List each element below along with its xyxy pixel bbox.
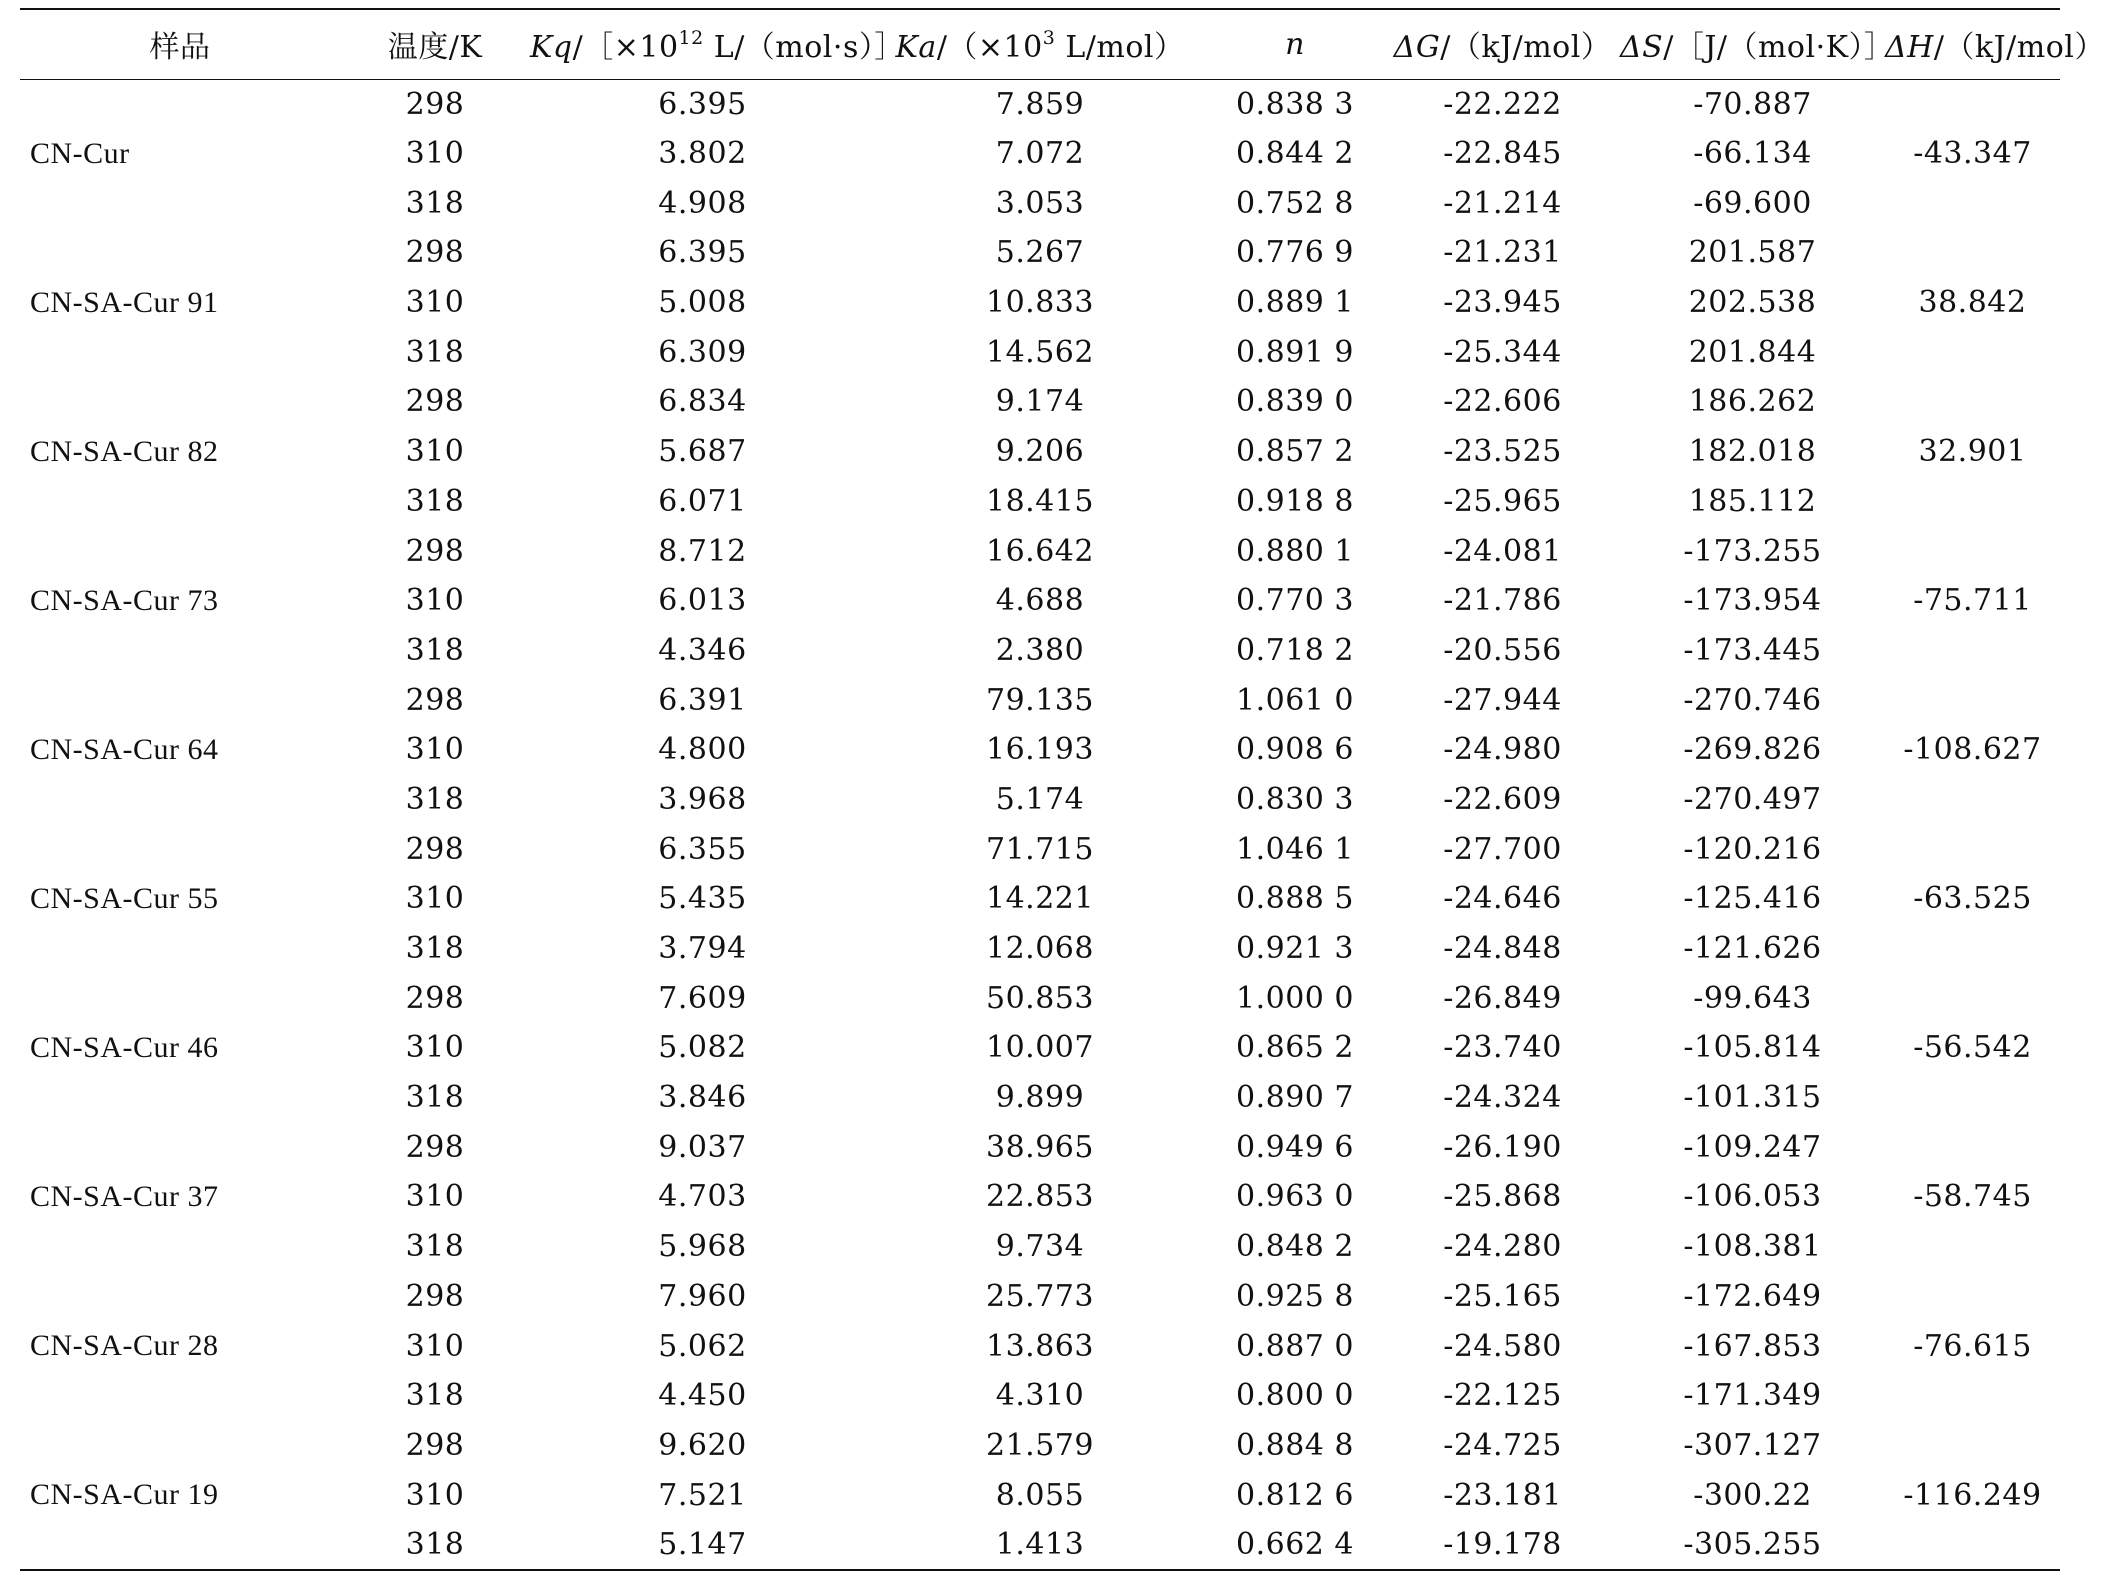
delta-h-cell <box>1885 924 2060 974</box>
n-cell: 0.888 5 <box>1235 881 1354 917</box>
delta-s-cell: -270.497 <box>1683 781 1822 817</box>
temperature-cell: 310 <box>405 1477 465 1513</box>
delta-h-cell: 38.842 <box>1918 285 2027 321</box>
header-row <box>20 9 2060 79</box>
table-row <box>20 874 2060 924</box>
delta-g-cell: -22.606 <box>1443 384 1562 420</box>
delta-s-cell: -173.954 <box>1683 583 1822 619</box>
delta-s-cell: -167.853 <box>1683 1328 1822 1364</box>
delta-g-cell: -23.525 <box>1443 434 1562 470</box>
sample-cell: CN-SA-Cur 46 <box>30 1030 219 1064</box>
header-n <box>1205 9 1385 79</box>
ka-cell: 9.734 <box>995 1229 1085 1265</box>
kq-cell: 4.450 <box>658 1378 747 1414</box>
header-kq-unit-pre: /［×10 <box>572 30 679 66</box>
kq-cell: 6.355 <box>658 831 747 867</box>
delta-s-cell: -173.445 <box>1683 632 1822 668</box>
temperature-cell: 318 <box>405 931 465 967</box>
table-row <box>20 129 2060 179</box>
delta-g-cell: -23.740 <box>1443 1030 1562 1066</box>
n-cell: 0.662 4 <box>1205 1520 1385 1570</box>
temperature-cell: 310 <box>405 1179 465 1215</box>
temperature-cell: 310 <box>405 732 465 768</box>
n-cell: 0.949 6 <box>1235 1129 1354 1165</box>
delta-s-cell: 186.262 <box>1688 384 1817 420</box>
sample-cell: CN-SA-Cur 82 <box>30 434 219 468</box>
table-row <box>20 79 2060 129</box>
n-cell: 0.812 6 <box>1235 1477 1354 1513</box>
delta-s-cell: -70.887 <box>1693 86 1812 122</box>
table-row <box>20 228 2060 278</box>
table-row <box>20 824 2060 874</box>
temperature-cell: 318 <box>405 483 465 519</box>
delta-s-cell: -108.381 <box>1683 1229 1822 1265</box>
sample-cell: CN-SA-Cur 37 <box>30 1179 219 1213</box>
table-row <box>20 1470 2060 1520</box>
kq-cell: 9.620 <box>658 1427 747 1463</box>
table-body <box>20 79 2060 1570</box>
n-cell: 0.890 7 <box>1235 1080 1354 1116</box>
header-kq-symbol: Kq <box>530 30 573 66</box>
kq-cell: 6.071 <box>658 483 747 519</box>
kq-cell: 8.712 <box>658 533 747 569</box>
table-row <box>20 427 2060 477</box>
delta-g-cell: -19.178 <box>1385 1520 1620 1570</box>
sample-cell: CN-SA-Cur 73 <box>30 583 219 617</box>
delta-g-cell: -25.868 <box>1443 1179 1562 1215</box>
temperature-cell: 298 <box>405 1427 465 1463</box>
n-cell: 0.718 2 <box>1235 632 1354 668</box>
delta-g-cell: -24.848 <box>1443 931 1562 967</box>
temperature-cell: 298 <box>405 86 465 122</box>
kq-cell: 4.703 <box>658 1179 747 1215</box>
header-sample: 样品 <box>20 9 340 79</box>
delta-g-cell: -23.945 <box>1443 285 1562 321</box>
sample-cell: CN-SA-Cur 55 <box>30 881 219 915</box>
header-kq <box>530 9 905 79</box>
delta-s-cell: -120.216 <box>1683 831 1822 867</box>
temperature-cell: 318 <box>340 1520 530 1570</box>
ka-cell: 9.174 <box>995 384 1085 420</box>
n-cell: 0.889 1 <box>1235 285 1354 321</box>
temperature-cell: 318 <box>405 781 465 817</box>
ka-cell: 1.413 <box>875 1520 1205 1570</box>
table-row <box>20 576 2060 626</box>
delta-g-cell: -21.231 <box>1443 235 1562 271</box>
delta-s-cell: -105.814 <box>1683 1030 1822 1066</box>
header-ka-unit-post: L/mol） <box>1055 30 1185 66</box>
delta-g-cell: -24.580 <box>1443 1328 1562 1364</box>
delta-h-cell: -43.347 <box>1913 136 2032 172</box>
sample-cell: CN-Cur <box>30 136 130 170</box>
delta-g-cell: -24.646 <box>1443 881 1562 917</box>
delta-h-cell <box>1885 178 2060 228</box>
ka-cell: 22.853 <box>986 1179 1094 1215</box>
sample-cell <box>20 924 340 974</box>
ka-cell: 9.206 <box>995 434 1085 470</box>
n-cell: 0.865 2 <box>1235 1030 1354 1066</box>
sample-cell <box>20 178 340 228</box>
kq-cell: 3.794 <box>658 931 747 967</box>
delta-h-cell: 32.901 <box>1918 434 2027 470</box>
delta-h-cell <box>1885 1520 2060 1570</box>
sample-cell <box>20 228 340 278</box>
delta-s-cell: 201.844 <box>1688 334 1817 370</box>
table-row <box>20 1073 2060 1123</box>
sample-cell: CN-SA-Cur 91 <box>30 285 219 319</box>
delta-h-cell: -116.249 <box>1903 1477 2042 1513</box>
delta-h-cell: -58.745 <box>1913 1179 2032 1215</box>
table-row <box>20 1371 2060 1421</box>
delta-h-cell: -108.627 <box>1903 732 2042 768</box>
temperature-cell: 310 <box>405 136 465 172</box>
table-row <box>20 924 2060 974</box>
n-cell: 0.800 0 <box>1235 1378 1354 1414</box>
sample-cell <box>20 477 340 527</box>
table-row <box>20 477 2060 527</box>
temperature-cell: 318 <box>405 632 465 668</box>
n-cell: 0.963 0 <box>1235 1179 1354 1215</box>
temperature-cell: 298 <box>405 384 465 420</box>
sample-cell <box>20 1222 340 1272</box>
n-cell: 0.839 0 <box>1235 384 1354 420</box>
delta-h-cell <box>1885 1371 2060 1421</box>
delta-g-cell: -25.965 <box>1443 483 1562 519</box>
header-ka-symbol: Ka <box>895 30 937 66</box>
kq-cell: 3.968 <box>658 781 747 817</box>
delta-s-cell: -66.134 <box>1693 136 1812 172</box>
delta-s-cell: -125.416 <box>1683 881 1822 917</box>
ka-cell: 5.267 <box>995 235 1085 271</box>
delta-s-cell: -270.746 <box>1683 682 1822 718</box>
delta-h-cell <box>1885 1222 2060 1272</box>
ka-cell: 21.579 <box>986 1427 1094 1463</box>
n-cell: 1.046 1 <box>1235 831 1354 867</box>
kq-cell: 3.802 <box>658 136 747 172</box>
kq-cell: 5.687 <box>658 434 747 470</box>
ka-cell: 12.068 <box>986 931 1094 967</box>
kq-cell: 5.062 <box>658 1328 747 1364</box>
delta-h-cell <box>1885 675 2060 725</box>
delta-h-cell <box>1885 327 2060 377</box>
delta-h-cell: -76.615 <box>1913 1328 2032 1364</box>
header-delta-h-unit: /（kJ/mol） <box>1933 30 2105 66</box>
kq-cell: 6.395 <box>658 235 747 271</box>
n-cell: 0.844 2 <box>1235 136 1354 172</box>
ka-cell: 10.007 <box>986 1030 1094 1066</box>
temperature-cell: 318 <box>405 1378 465 1414</box>
delta-g-cell: -26.190 <box>1443 1129 1562 1165</box>
n-cell: 1.061 0 <box>1235 682 1354 718</box>
n-cell: 0.752 8 <box>1235 185 1354 221</box>
kq-cell: 6.834 <box>658 384 747 420</box>
n-cell: 0.830 3 <box>1235 781 1354 817</box>
kq-cell: 3.846 <box>658 1080 747 1116</box>
table-row <box>20 178 2060 228</box>
delta-g-cell: -25.165 <box>1443 1278 1562 1314</box>
kq-cell: 4.908 <box>658 185 747 221</box>
sample-cell <box>20 824 340 874</box>
temperature-cell: 298 <box>405 682 465 718</box>
delta-g-cell: -26.849 <box>1443 980 1562 1016</box>
sample-cell: CN-SA-Cur 19 <box>30 1478 219 1512</box>
delta-g-cell: -23.181 <box>1443 1477 1562 1513</box>
header-delta-h <box>1885 9 2105 79</box>
kq-cell: 6.013 <box>658 583 747 619</box>
temperature-cell: 310 <box>405 434 465 470</box>
table-row <box>20 1023 2060 1073</box>
table-row <box>20 327 2060 377</box>
delta-s-cell: 202.538 <box>1688 285 1817 321</box>
sample-cell <box>20 675 340 725</box>
delta-h-cell: -75.711 <box>1913 583 2032 619</box>
delta-h-cell <box>1885 775 2060 825</box>
n-cell: 0.918 8 <box>1235 483 1354 519</box>
delta-s-cell: -300.22 <box>1693 1477 1812 1513</box>
n-cell: 1.000 0 <box>1235 980 1354 1016</box>
table-row <box>20 1421 2060 1471</box>
delta-g-cell: -24.725 <box>1443 1427 1562 1463</box>
kq-cell: 7.960 <box>658 1278 747 1314</box>
delta-s-cell: -269.826 <box>1683 732 1822 768</box>
delta-g-cell: -20.556 <box>1443 632 1562 668</box>
ka-cell: 79.135 <box>986 682 1094 718</box>
ka-cell: 7.859 <box>995 86 1085 122</box>
sample-cell <box>20 327 340 377</box>
header-n-symbol: n <box>1285 26 1305 62</box>
delta-s-cell: -171.349 <box>1683 1378 1822 1414</box>
table-row <box>20 526 2060 576</box>
header-delta-g-unit: /（kJ/mol） <box>1440 30 1612 66</box>
delta-s-cell: 185.112 <box>1688 483 1817 519</box>
sample-cell <box>20 1371 340 1421</box>
n-cell: 0.884 8 <box>1235 1427 1354 1463</box>
ka-cell: 14.562 <box>986 334 1094 370</box>
table-row <box>20 675 2060 725</box>
delta-h-cell <box>1885 1421 2060 1471</box>
delta-s-cell: -69.600 <box>1693 185 1812 221</box>
ka-cell: 8.055 <box>995 1477 1085 1513</box>
sample-cell: CN-SA-Cur 28 <box>30 1329 219 1363</box>
delta-g-cell: -22.125 <box>1443 1378 1562 1414</box>
ka-cell: 38.965 <box>986 1129 1094 1165</box>
kq-cell: 4.800 <box>658 732 747 768</box>
n-cell: 0.925 8 <box>1235 1278 1354 1314</box>
ka-cell: 18.415 <box>986 483 1094 519</box>
kq-cell: 6.395 <box>658 86 747 122</box>
ka-cell: 71.715 <box>986 831 1094 867</box>
header-delta-g <box>1385 9 1620 79</box>
delta-s-cell: -173.255 <box>1683 533 1822 569</box>
kq-cell: 5.435 <box>658 881 747 917</box>
table-row <box>20 1272 2060 1322</box>
sample-cell <box>20 1421 340 1471</box>
delta-g-cell: -21.214 <box>1443 185 1562 221</box>
ka-cell: 3.053 <box>995 185 1085 221</box>
sample-cell <box>20 1073 340 1123</box>
header-ka <box>875 9 1205 79</box>
delta-g-cell: -22.845 <box>1443 136 1562 172</box>
temperature-cell: 318 <box>405 185 465 221</box>
header-ka-unit-pre: /（×10 <box>936 30 1043 66</box>
ka-cell: 10.833 <box>986 285 1094 321</box>
temperature-cell: 298 <box>405 1278 465 1314</box>
delta-h-cell <box>1885 824 2060 874</box>
ka-cell: 13.863 <box>986 1328 1094 1364</box>
sample-cell: CN-SA-Cur 64 <box>30 732 219 766</box>
ka-cell: 5.174 <box>995 781 1085 817</box>
temperature-cell: 298 <box>405 533 465 569</box>
n-cell: 0.848 2 <box>1235 1229 1354 1265</box>
delta-g-cell: -24.324 <box>1443 1080 1562 1116</box>
delta-s-cell: -101.315 <box>1683 1080 1822 1116</box>
kq-cell: 5.147 <box>530 1520 875 1570</box>
ka-cell: 7.072 <box>995 136 1085 172</box>
ka-cell: 16.193 <box>986 732 1094 768</box>
table-row <box>20 1222 2060 1272</box>
delta-g-cell: -27.700 <box>1443 831 1562 867</box>
ka-cell: 9.899 <box>995 1080 1085 1116</box>
sample-cell <box>20 1272 340 1322</box>
temperature-cell: 298 <box>405 980 465 1016</box>
n-cell: 0.880 1 <box>1235 533 1354 569</box>
delta-s-cell: -307.127 <box>1683 1427 1822 1463</box>
ka-cell: 4.688 <box>995 583 1085 619</box>
delta-h-cell <box>1885 79 2060 129</box>
n-cell: 0.857 2 <box>1235 434 1354 470</box>
delta-h-cell <box>1885 526 2060 576</box>
table-row <box>20 775 2060 825</box>
sample-cell <box>20 1122 340 1172</box>
n-cell: 0.887 0 <box>1235 1328 1354 1364</box>
temperature-cell: 310 <box>405 285 465 321</box>
delta-s-cell: -99.643 <box>1693 980 1812 1016</box>
delta-h-cell <box>1885 626 2060 676</box>
table-row <box>20 1321 2060 1371</box>
table-row <box>20 1520 2060 1570</box>
delta-h-cell <box>1885 377 2060 427</box>
ka-cell: 2.380 <box>995 632 1085 668</box>
table-row <box>20 1122 2060 1172</box>
ka-cell: 4.310 <box>995 1378 1085 1414</box>
kq-cell: 4.346 <box>658 632 747 668</box>
header-delta-g-symbol: ΔG <box>1393 30 1441 66</box>
delta-s-cell: 182.018 <box>1688 434 1817 470</box>
table-row <box>20 973 2060 1023</box>
kq-cell: 5.008 <box>658 285 747 321</box>
delta-h-cell <box>1885 228 2060 278</box>
kq-cell: 5.968 <box>658 1229 747 1265</box>
temperature-cell: 318 <box>405 334 465 370</box>
delta-g-cell: -24.280 <box>1443 1229 1562 1265</box>
table-row <box>20 725 2060 775</box>
header-ka-exponent: 3 <box>1042 27 1056 50</box>
header-delta-s-symbol: ΔS <box>1620 30 1664 66</box>
n-cell: 0.838 3 <box>1235 86 1354 122</box>
delta-s-cell: 201.587 <box>1688 235 1817 271</box>
delta-g-cell: -22.609 <box>1443 781 1562 817</box>
delta-s-cell: -106.053 <box>1683 1179 1822 1215</box>
header-delta-h-symbol: ΔH <box>1885 30 1934 66</box>
sample-cell <box>20 775 340 825</box>
delta-s-cell: -305.255 <box>1620 1520 1885 1570</box>
sample-cell <box>20 526 340 576</box>
temperature-cell: 310 <box>405 583 465 619</box>
n-cell: 0.776 9 <box>1235 235 1354 271</box>
delta-g-cell: -25.344 <box>1443 334 1562 370</box>
table-header <box>20 9 2105 79</box>
temperature-cell: 318 <box>405 1229 465 1265</box>
temperature-cell: 298 <box>405 235 465 271</box>
temperature-cell: 318 <box>405 1080 465 1116</box>
sample-cell <box>20 1520 340 1570</box>
delta-h-cell <box>1885 1073 2060 1123</box>
temperature-cell: 298 <box>405 1129 465 1165</box>
ka-cell: 16.642 <box>986 533 1094 569</box>
sample-cell <box>20 79 340 129</box>
delta-g-cell: -22.222 <box>1443 86 1562 122</box>
delta-h-cell <box>1885 1272 2060 1322</box>
n-cell: 0.921 3 <box>1235 931 1354 967</box>
delta-g-cell: -24.980 <box>1443 732 1562 768</box>
sample-cell <box>20 626 340 676</box>
header-delta-s <box>1620 9 1895 79</box>
kq-cell: 6.391 <box>658 682 747 718</box>
delta-s-cell: -109.247 <box>1683 1129 1822 1165</box>
n-cell: 0.770 3 <box>1235 583 1354 619</box>
table-row <box>20 1172 2060 1222</box>
delta-h-cell <box>1885 477 2060 527</box>
header-kq-exponent: 12 <box>678 27 704 50</box>
kq-cell: 7.521 <box>658 1477 747 1513</box>
ka-cell: 50.853 <box>986 980 1094 1016</box>
delta-g-cell: -27.944 <box>1443 682 1562 718</box>
n-cell: 0.908 6 <box>1235 732 1354 768</box>
delta-s-cell: -121.626 <box>1683 931 1822 967</box>
delta-h-cell: -63.525 <box>1913 881 2032 917</box>
header-temperature: 温度/K <box>340 9 530 79</box>
delta-h-cell: -56.542 <box>1913 1030 2032 1066</box>
sample-cell <box>20 973 340 1023</box>
thermodynamic-table <box>20 8 2105 1571</box>
delta-h-cell <box>1885 1122 2060 1172</box>
temperature-cell: 310 <box>405 881 465 917</box>
header-delta-s-unit: /［J/（mol·K）］ <box>1663 30 1895 66</box>
sample-cell <box>20 377 340 427</box>
temperature-cell: 310 <box>405 1328 465 1364</box>
delta-g-cell: -24.081 <box>1443 533 1562 569</box>
header-kq-unit-post: L/（mol·s）］ <box>703 30 905 66</box>
kq-cell: 9.037 <box>658 1129 747 1165</box>
table-row <box>20 278 2060 328</box>
temperature-cell: 298 <box>405 831 465 867</box>
temperature-cell: 310 <box>405 1030 465 1066</box>
n-cell: 0.891 9 <box>1235 334 1354 370</box>
kq-cell: 7.609 <box>658 980 747 1016</box>
delta-g-cell: -21.786 <box>1443 583 1562 619</box>
ka-cell: 14.221 <box>986 881 1094 917</box>
delta-h-cell <box>1885 973 2060 1023</box>
ka-cell: 25.773 <box>986 1278 1094 1314</box>
kq-cell: 5.082 <box>658 1030 747 1066</box>
table-row <box>20 377 2060 427</box>
table-row <box>20 626 2060 676</box>
delta-s-cell: -172.649 <box>1683 1278 1822 1314</box>
kq-cell: 6.309 <box>658 334 747 370</box>
